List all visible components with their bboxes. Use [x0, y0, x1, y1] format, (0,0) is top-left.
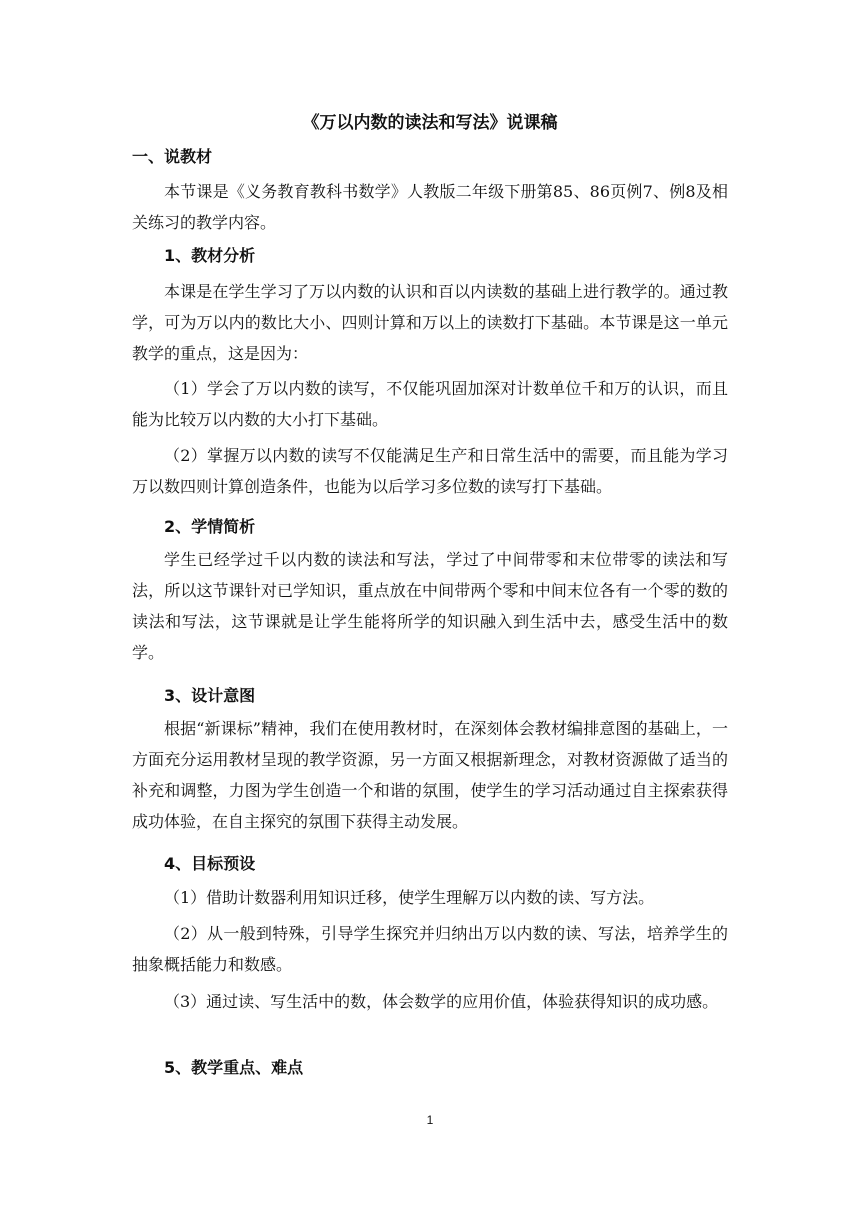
document-title: 《万以内数的读法和写法》说课稿 [302, 113, 558, 133]
analysis-paragraph: 本课是在学生学习了万以内数的认识和百以内读数的基础上进行教学的。通过教学，可为万以内的数比大小、四则计算和万以上的读数打下基础。本节课是这一单元教学的重点，这是因为： [132, 282, 728, 363]
design-paragraph: 根据“新课标”精神，我们在使用教材时，在深刻体会教材编排意图的基础上，一方面充分运用教材呈现的教学资源，另一方面又根据新理念，对教材资源做了适当的补充和调整，力图为学生创造一个和谐的氛围，使学生的学习活动通过自主探索获得成功体验，在自主探究的氛围下获得主动发展。 [132, 719, 728, 831]
subsection-heading-design: 3、设计意图 [164, 686, 256, 705]
students-paragraph: 学生已经学过千以内数的读法和写法，学过了中间带零和末位带零的读法和写法，所以这节课针对已学知识，重点放在中间带两个零和中间末位各有一个零的数的读法和写法，这节课就是让学生能将所学的知识融入到生活中去，感受生活中的数学。 [132, 550, 728, 662]
intro-paragraph: 本节课是《义务教育教科书数学》人教版二年级下册第85、86页例7、例8及相关练习的教学内容。 [132, 182, 728, 232]
objective-3: （3）通过读、写生活中的数，体会数学的应用价值，体验获得知识的成功感。 [164, 992, 719, 1011]
subsection-heading-students: 2、学情简析 [164, 517, 256, 536]
subsection-heading-objectives: 4、目标预设 [164, 854, 256, 873]
objective-1: （1）借助计数器利用知识迁移，使学生理解万以内数的读、写方法。 [164, 888, 655, 907]
objective-2: （2）从一般到特殊，引导学生探究并归纳出万以内数的读、写法，培养学生的抽象概括能力和数感。 [132, 924, 728, 974]
subsection-heading-key-points: 5、教学重点、难点 [164, 1058, 304, 1077]
analysis-point-2: （2）掌握万以内数的读写不仅能满足生产和日常生活中的需要，而且能为学习万以数四则计算创造条件，也能为以后学习多位数的读写打下基础。 [132, 446, 728, 496]
subsection-heading-analysis: 1、教材分析 [164, 246, 256, 265]
section-heading-textbook: 一、说教材 [132, 147, 213, 166]
analysis-point-1: （1）学会了万以内数的读写，不仅能巩固加深对计数单位千和万的认识，而且能为比较万以内数的大小打下基础。 [132, 379, 728, 429]
page-number: 1 [426, 1113, 434, 1127]
